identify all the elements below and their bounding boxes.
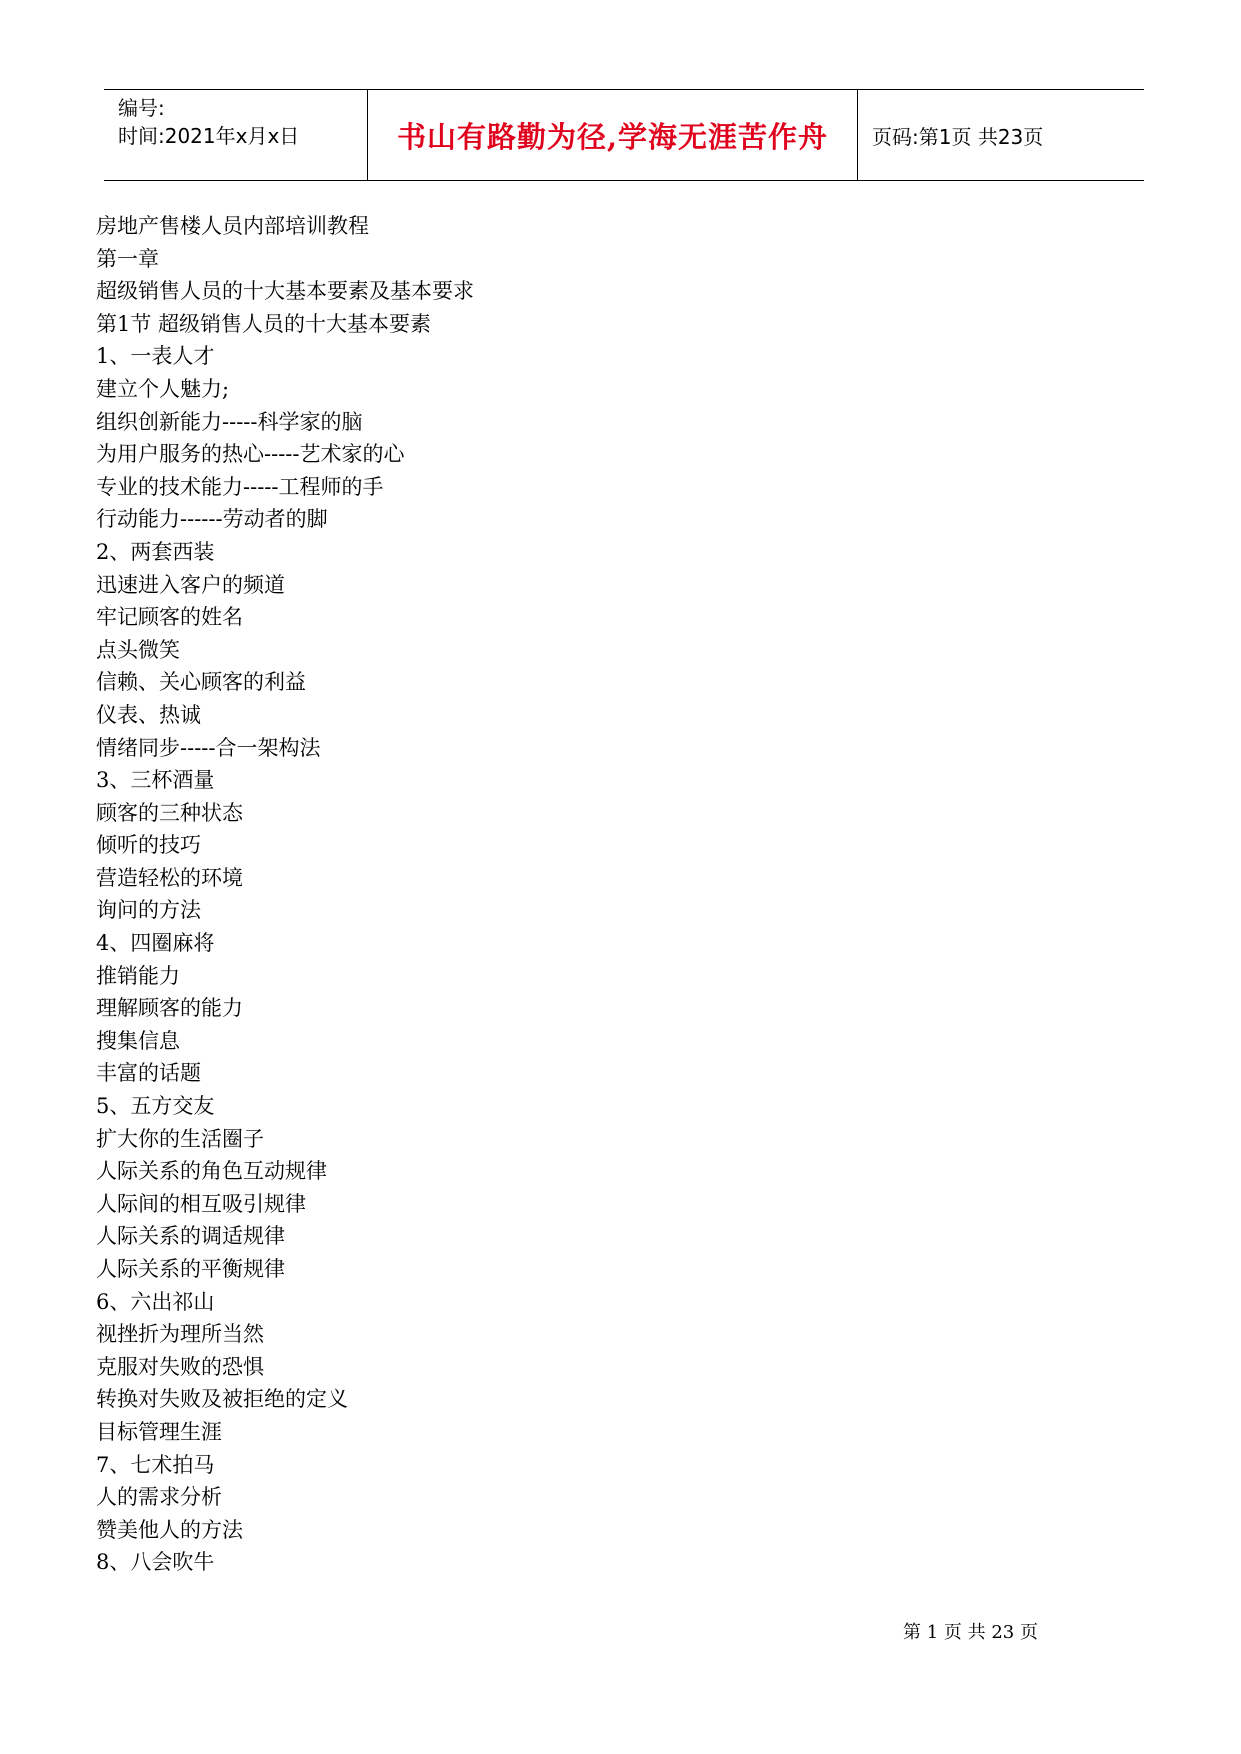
text-line: 询问的方法 bbox=[96, 898, 201, 923]
document-body bbox=[96, 210, 1096, 1579]
text-line: 情绪同步-----合一架构法 bbox=[96, 735, 321, 760]
text-line: 营造轻松的环境 bbox=[96, 865, 243, 890]
text-line: 超级销售人员的十大基本要素及基本要求 bbox=[96, 279, 474, 304]
text-line: 搜集信息 bbox=[96, 1028, 180, 1053]
text-line: 理解顾客的能力 bbox=[96, 996, 243, 1021]
text-line: 建立个人魅力; bbox=[96, 376, 230, 401]
text-line: 丰富的话题 bbox=[96, 1061, 201, 1086]
motto-text: 书山有路勤为径,学海无涯苦作舟 bbox=[396, 119, 829, 154]
text-line: 人际关系的调适规律 bbox=[96, 1224, 285, 1249]
text-line: 第一章 bbox=[96, 246, 159, 271]
text-line: 4、四圈麻将 bbox=[96, 931, 215, 956]
text-line: 行动能力------劳动者的脚 bbox=[96, 507, 328, 532]
text-line: 为用户服务的热心-----艺术家的心 bbox=[96, 442, 405, 467]
text-line: 人际间的相互吸引规律 bbox=[96, 1191, 306, 1216]
text-line: 推销能力 bbox=[96, 963, 180, 988]
text-line: 6、六出祁山 bbox=[96, 1289, 215, 1314]
text-line: 牢记顾客的姓名 bbox=[96, 605, 243, 630]
header-page-info: 页码:第1页 共23页 bbox=[872, 124, 1044, 149]
text-line: 房地产售楼人员内部培训教程 bbox=[96, 214, 369, 238]
text-line: 赞美他人的方法 bbox=[96, 1517, 243, 1542]
text-line: 克服对失败的恐惧 bbox=[96, 1354, 264, 1379]
text-line: 第1节 超级销售人员的十大基本要素 bbox=[96, 311, 432, 336]
text-line: 仪表、热诚 bbox=[96, 702, 201, 727]
text-line: 倾听的技巧 bbox=[96, 833, 201, 858]
text-line: 迅速进入客户的频道 bbox=[96, 572, 285, 597]
text-line: 信赖、关心顾客的利益 bbox=[96, 670, 306, 695]
text-line: 人际关系的角色互动规律 bbox=[96, 1159, 327, 1184]
text-line: 点头微笑 bbox=[96, 637, 180, 662]
text-line: 组织创新能力-----科学家的脑 bbox=[96, 409, 363, 434]
text-line: 转换对失败及被拒绝的定义 bbox=[96, 1387, 348, 1412]
serial-number-label: 编号: bbox=[118, 96, 165, 120]
header-page-cell bbox=[858, 90, 1144, 180]
text-line: 1、一表人才 bbox=[96, 344, 215, 369]
header-motto-cell bbox=[368, 90, 858, 180]
date-label: 时间:2021年x月x日 bbox=[118, 124, 300, 148]
text-line: 专业的技术能力-----工程师的手 bbox=[96, 474, 384, 499]
header-meta bbox=[104, 90, 368, 180]
text-line: 视挫折为理所当然 bbox=[96, 1322, 264, 1347]
text-line: 3、三杯酒量 bbox=[96, 768, 215, 793]
document-header bbox=[104, 89, 1144, 181]
text-line: 人际关系的平衡规律 bbox=[96, 1257, 285, 1281]
text-line: 7、七术拍马 bbox=[96, 1452, 215, 1477]
text-line: 扩大你的生活圈子 bbox=[96, 1126, 264, 1151]
page-footer: 第 1 页 共 23 页 bbox=[903, 1622, 1038, 1643]
text-line: 目标管理生涯 bbox=[96, 1419, 222, 1444]
text-line: 5、五方交友 bbox=[96, 1094, 215, 1119]
text-line: 2、两套西装 bbox=[96, 539, 215, 564]
text-line: 顾客的三种状态 bbox=[96, 800, 243, 825]
text-line: 8、八会吹牛 bbox=[96, 1550, 215, 1575]
text-line: 人的需求分析 bbox=[96, 1485, 222, 1510]
